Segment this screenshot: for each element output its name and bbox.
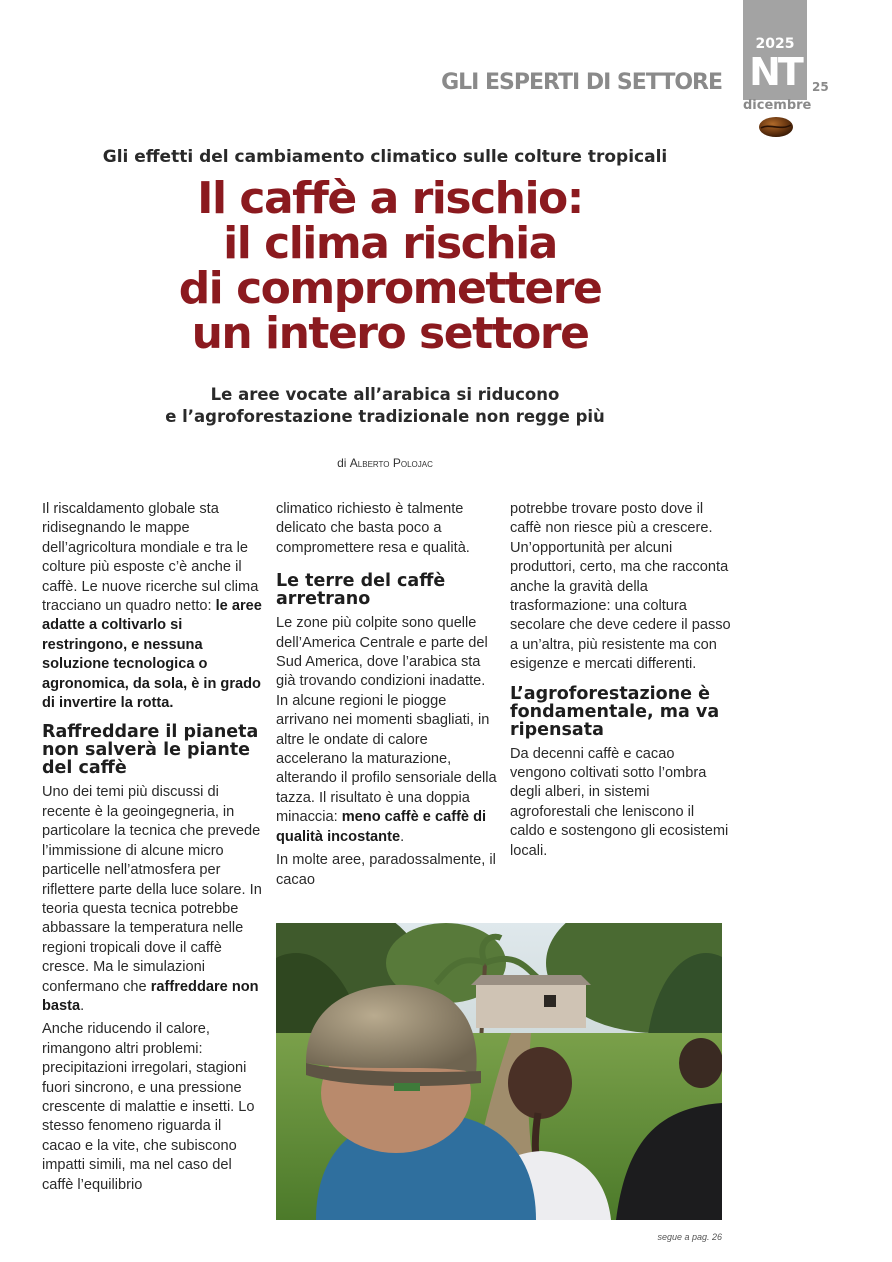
article-headline (90, 173, 690, 359)
headline-line: un intero settore (191, 308, 589, 359)
subheading: L’agroforestazione è fondamentale, ma va ripensata (510, 683, 720, 740)
article-standfirst (60, 384, 710, 428)
standfirst-line: Le aree vocate all’arabica si riducono (210, 385, 560, 404)
issue-month: dicembre (743, 98, 812, 113)
paragraph: Da decenni caffè e cacao vengono coltivati sotto l’ombra degli alberi, in sistemi agroforestali che leniscono il caldo e sostengono gli ecosistemi locali. (510, 745, 729, 859)
standfirst-line: e l’agroforestazione tradizionale non regge più (165, 407, 605, 426)
article-photo (276, 923, 722, 1220)
paragraph: climatico richiesto è talmente delicato che basta poco a compromettere resa e qualità. (276, 501, 470, 556)
article-column-2 (276, 500, 498, 894)
byline (60, 456, 710, 470)
page-number: 25 (812, 80, 829, 94)
body-text: Le zone più colpite sono quelle dell’America Centrale e parte del Sud America, dove l’arabica sta già trovando condizioni inadatte. In alcune regioni le piogge arrivano nei momenti sbagliati, in altre le ondate di calore accelerano la maturazione, alterando il profilo sensoriale della tazza. Il risultato è una doppia minaccia: (276, 615, 497, 826)
article-column-3 (510, 500, 732, 865)
body-text-bold: le aree adatte a coltivarlo si restringono, e nessuna soluzione tecnologica o agronomica, da sola, è in grado di invertire la rotta. (42, 598, 262, 712)
subheading: Le terre del caffè arretrano (276, 571, 446, 610)
body-text-bold: meno caffè e caffè di qualità incostante (276, 809, 487, 845)
coffee-bean-icon (757, 115, 795, 139)
byline-prefix: di (337, 456, 347, 470)
body-text: . (400, 828, 405, 845)
headline-line: il clima rischia (223, 218, 557, 269)
paragraph (276, 614, 498, 847)
author-name: Alberto Polojac (349, 456, 433, 470)
photo-illustration (276, 923, 722, 1220)
continued-note: segue a pag. 26 (657, 1232, 722, 1242)
paragraph: Anche riducendo il calore, rimangono altri problemi: precipitazioni irregolari, stagioni fuori sincrono, e una pressione crescente di malattie e insetti. Lo stesso fenomeno riguarda il cacao e la vite, che subiscono impatti simili, ma nel caso del caffè l’equilibrio (42, 1021, 255, 1193)
section-label: GLI ESPERTI DI SETTORE (441, 70, 722, 95)
body-text-bold: raffreddare non basta (42, 978, 259, 1014)
article-kicker: Gli effetti del cambiamento climatico sulle colture tropicali (102, 147, 668, 167)
article-column-1 (42, 500, 264, 1199)
paragraph: potrebbe trovare posto dove il caffè non riesce più a crescere. Un’opportunità per alcuni produttori, certo, ma che racconta anche la gravità della trasformazione: una coltura secolare che deve cedere il passo a un’altra, più resistente ma con esigenze e mercati differenti. (510, 501, 731, 673)
body-text: . (80, 997, 85, 1014)
paragraph (42, 783, 264, 1016)
issue-year: 2025 (755, 36, 795, 52)
body-text: Il riscaldamento globale sta ridisegnando le mappe dell’agricoltura mondiale e tra le colture più esposte c’è anche il caffè. Le nuove ricerche sul clima tracciano un quadro netto: (42, 501, 259, 615)
headline-line: Il caffè a rischio: (197, 173, 583, 224)
paragraph: In molte aree, paradossalmente, il cacao (276, 852, 496, 888)
magazine-code: NT (749, 50, 801, 94)
body-text: Uno dei temi più discussi di recente è la geoingegneria, in particolare la tecnica che prevede l’immissione di alcune micro particelle nell’atmosfera per riflettere parte della luce solare. In teoria questa tecnica potrebbe abbassare la temperatura nelle regioni tropicali dove il caffè cresce. Ma le simulazioni confermano che (42, 784, 262, 995)
headline-line: di compromettere (178, 263, 602, 314)
paragraph (42, 500, 264, 713)
subheading: Raffreddare il pianeta non salverà le piante del caffè (42, 722, 259, 779)
